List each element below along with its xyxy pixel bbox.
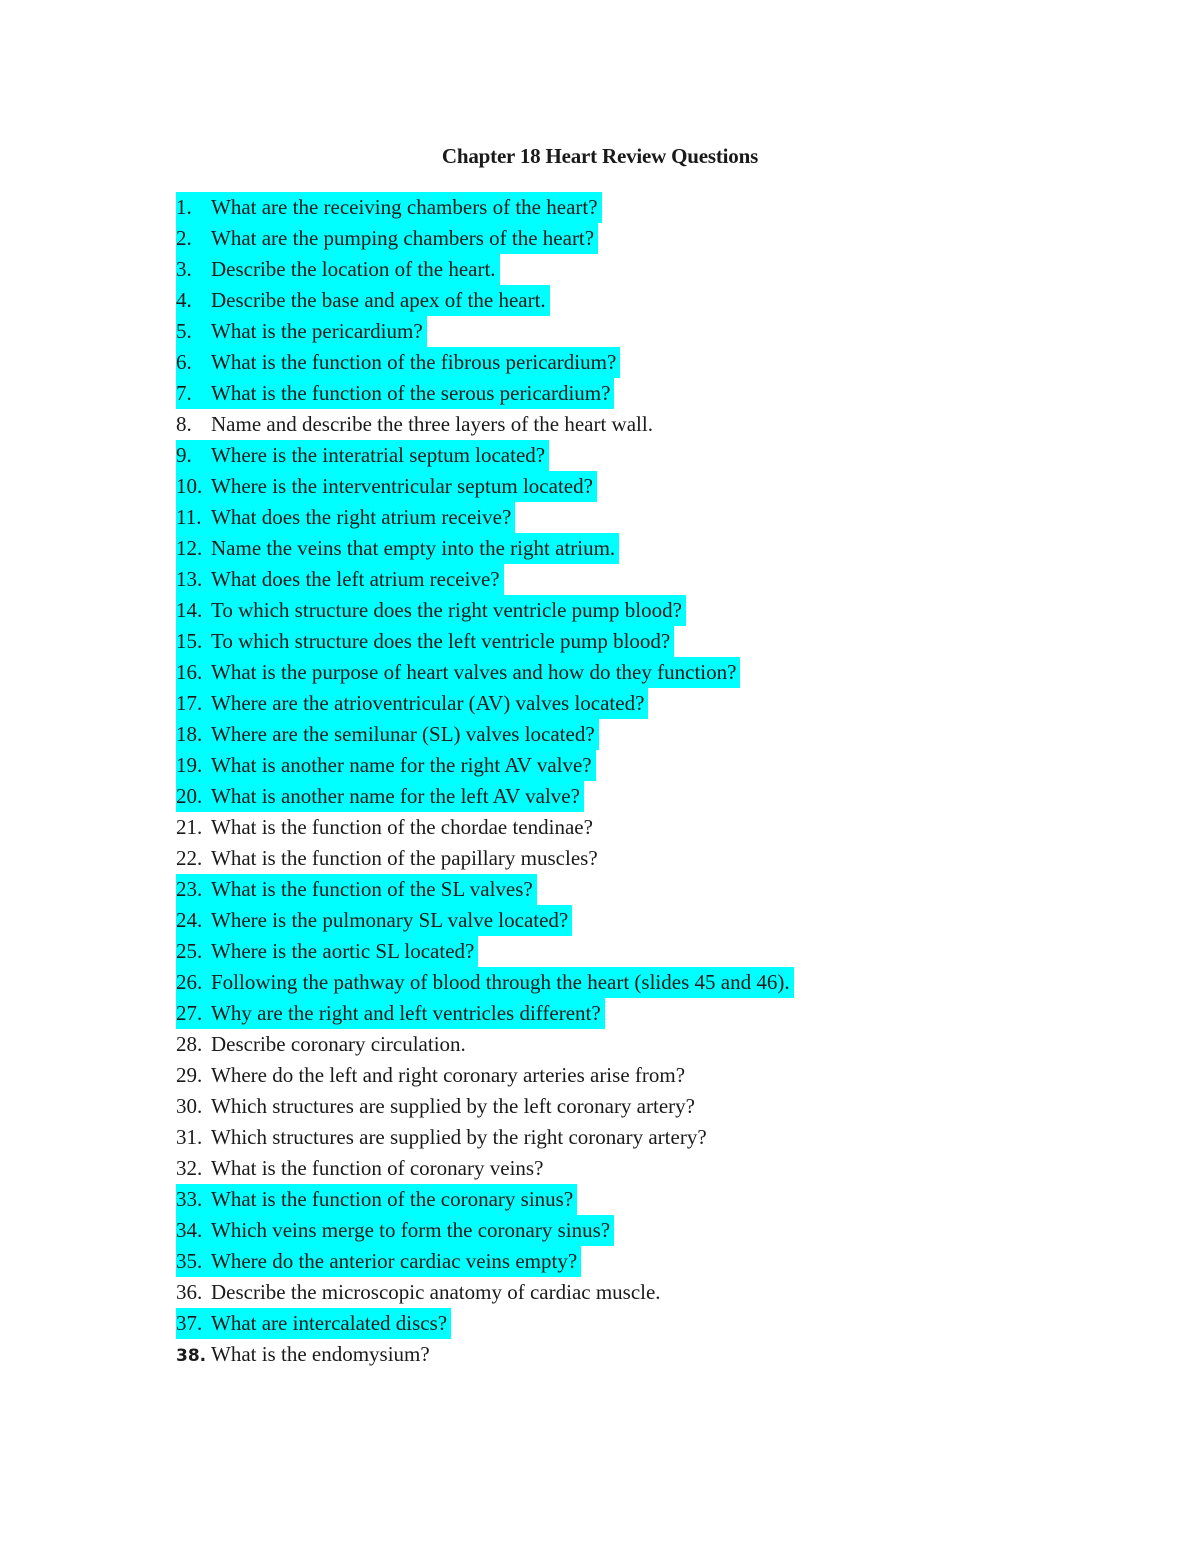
question-text: Describe the base and apex of the heart. [211,288,546,312]
highlighted-text [176,564,504,595]
question-item [176,316,794,347]
question-text: To which structure does the left ventricle pump blood? [211,629,671,653]
question-number: 8. [176,412,192,436]
question-text: Where is the aortic SL located? [211,939,475,963]
question-line [176,1060,689,1091]
highlighted-text [176,440,549,471]
question-item [176,843,794,874]
highlighted-text [176,347,620,378]
question-item [176,192,794,223]
question-line [176,1029,470,1060]
question-line [176,409,657,440]
highlighted-text [176,1308,451,1339]
question-item [176,936,794,967]
question-number: 38. [176,1346,207,1366]
question-text: What is the pericardium? [211,319,423,343]
question-number: 11. [176,505,202,529]
question-number: 27. [176,1001,203,1025]
question-item [176,1215,794,1246]
highlighted-text [176,316,427,347]
question-number: 21. [176,815,203,839]
question-number: 10. [176,474,203,498]
question-text: What is the function of the papillary muscles? [211,846,598,870]
question-item [176,1184,794,1215]
highlighted-text [176,1184,577,1215]
question-item [176,254,794,285]
question-number: 3. [176,257,192,281]
question-text: What is the function of the coronary sinus? [211,1187,574,1211]
question-text: Why are the right and left ventricles different? [211,1001,601,1025]
question-item [176,502,794,533]
question-text: What are intercalated discs? [211,1311,448,1335]
question-item [176,409,794,440]
question-item [176,347,794,378]
question-item [176,657,794,688]
highlighted-text [176,781,584,812]
question-item [176,1339,794,1370]
question-item [176,1122,794,1153]
question-number: 14. [176,598,203,622]
question-number: 30. [176,1094,203,1118]
question-number: 15. [176,629,203,653]
question-text: Where is the interatrial septum located? [211,443,546,467]
question-text: What is another name for the left AV valve? [211,784,580,808]
question-item [176,1246,794,1277]
question-item [176,967,794,998]
question-number: 28. [176,1032,203,1056]
question-item [176,223,794,254]
highlighted-text [176,905,572,936]
highlighted-text [176,378,614,409]
question-number: 26. [176,970,203,994]
highlighted-text [176,998,605,1029]
question-text: Where are the atrioventricular (AV) valves located? [211,691,645,715]
question-number: 1. [176,195,192,219]
question-number: 6. [176,350,192,374]
question-item [176,1308,794,1339]
question-item [176,812,794,843]
question-item [176,471,794,502]
highlighted-text [176,223,598,254]
highlighted-text [176,750,596,781]
question-item [176,440,794,471]
question-text: Following the pathway of blood through the heart (slides 45 and 46). [211,970,790,994]
question-text: What does the left atrium receive? [211,567,500,591]
question-number: 29. [176,1063,203,1087]
question-line [176,812,597,843]
highlighted-text [176,471,597,502]
question-text: Where do the anterior cardiac veins empty? [211,1249,578,1273]
question-text: What is the function of the chordae tendinae? [211,815,593,839]
question-number: 13. [176,567,203,591]
highlighted-text [176,936,478,967]
question-item [176,998,794,1029]
question-text: What is another name for the right AV valve? [211,753,592,777]
question-line [176,1339,434,1370]
question-number: 12. [176,536,203,560]
question-text: Name and describe the three layers of the heart wall. [211,412,653,436]
question-text: Where do the left and right coronary arteries arise from? [211,1063,686,1087]
question-item [176,285,794,316]
question-number: 20. [176,784,203,808]
question-line [176,1153,547,1184]
question-number: 36. [176,1280,203,1304]
document-title: Chapter 18 Heart Review Questions [441,144,759,168]
highlighted-text [176,657,740,688]
question-item [176,533,794,564]
question-number: 16. [176,660,203,684]
highlighted-text [176,502,515,533]
question-text: Which structures are supplied by the left coronary artery? [211,1094,695,1118]
question-number: 18. [176,722,203,746]
question-text: What are the receiving chambers of the heart? [211,195,598,219]
question-number: 4. [176,288,192,312]
question-text: What is the function of coronary veins? [211,1156,544,1180]
highlighted-text [176,874,537,905]
highlighted-text [176,1215,614,1246]
question-text: Where is the interventricular septum located? [211,474,593,498]
highlighted-text [176,719,599,750]
question-item [176,750,794,781]
question-item [176,378,794,409]
question-list [176,192,794,1370]
question-text: Describe the location of the heart. [211,257,496,281]
question-item [176,626,794,657]
question-text: Which veins merge to form the coronary sinus? [211,1218,611,1242]
question-text: Describe the microscopic anatomy of cardiac muscle. [211,1280,661,1304]
question-number: 34. [176,1218,203,1242]
question-number: 9. [176,443,192,467]
question-item [176,564,794,595]
question-text: What does the right atrium receive? [211,505,512,529]
question-number: 32. [176,1156,203,1180]
question-item [176,874,794,905]
question-text: What is the function of the SL valves? [211,877,533,901]
question-item [176,1153,794,1184]
question-number: 35. [176,1249,203,1273]
question-text: Which structures are supplied by the right coronary artery? [211,1125,707,1149]
question-number: 17. [176,691,203,715]
question-item [176,1277,794,1308]
question-text: What is the purpose of heart valves and how do they function? [211,660,737,684]
highlighted-text [176,192,602,223]
question-line [176,1122,711,1153]
question-item [176,719,794,750]
question-text: Where are the semilunar (SL) valves located? [211,722,595,746]
question-number: 37. [176,1311,203,1335]
question-text: What is the function of the serous pericardium? [211,381,611,405]
question-number: 22. [176,846,203,870]
question-text: What is the function of the fibrous pericardium? [211,350,617,374]
question-number: 25. [176,939,203,963]
question-item [176,1091,794,1122]
question-text: What is the endomysium? [211,1342,430,1366]
question-item [176,595,794,626]
highlighted-text [176,254,500,285]
highlighted-text [176,688,648,719]
question-text: Where is the pulmonary SL valve located? [211,908,569,932]
highlighted-text [176,626,674,657]
question-item [176,905,794,936]
question-item [176,781,794,812]
highlighted-text [176,533,619,564]
highlighted-text [176,1246,581,1277]
question-number: 2. [176,226,192,250]
question-text: Name the veins that empty into the right atrium. [211,536,616,560]
highlighted-text [176,967,794,998]
question-item [176,688,794,719]
question-number: 33. [176,1187,203,1211]
question-text: Describe coronary circulation. [211,1032,466,1056]
question-number: 5. [176,319,192,343]
question-line [176,1277,665,1308]
question-line [176,843,602,874]
highlighted-text [176,595,686,626]
question-number: 23. [176,877,203,901]
question-text: To which structure does the right ventricle pump blood? [211,598,682,622]
highlighted-text [176,285,550,316]
question-line [176,1091,699,1122]
question-number: 24. [176,908,203,932]
question-number: 19. [176,753,203,777]
question-number: 31. [176,1125,203,1149]
question-item [176,1029,794,1060]
question-item [176,1060,794,1091]
question-text: What are the pumping chambers of the heart? [211,226,595,250]
question-number: 7. [176,381,192,405]
